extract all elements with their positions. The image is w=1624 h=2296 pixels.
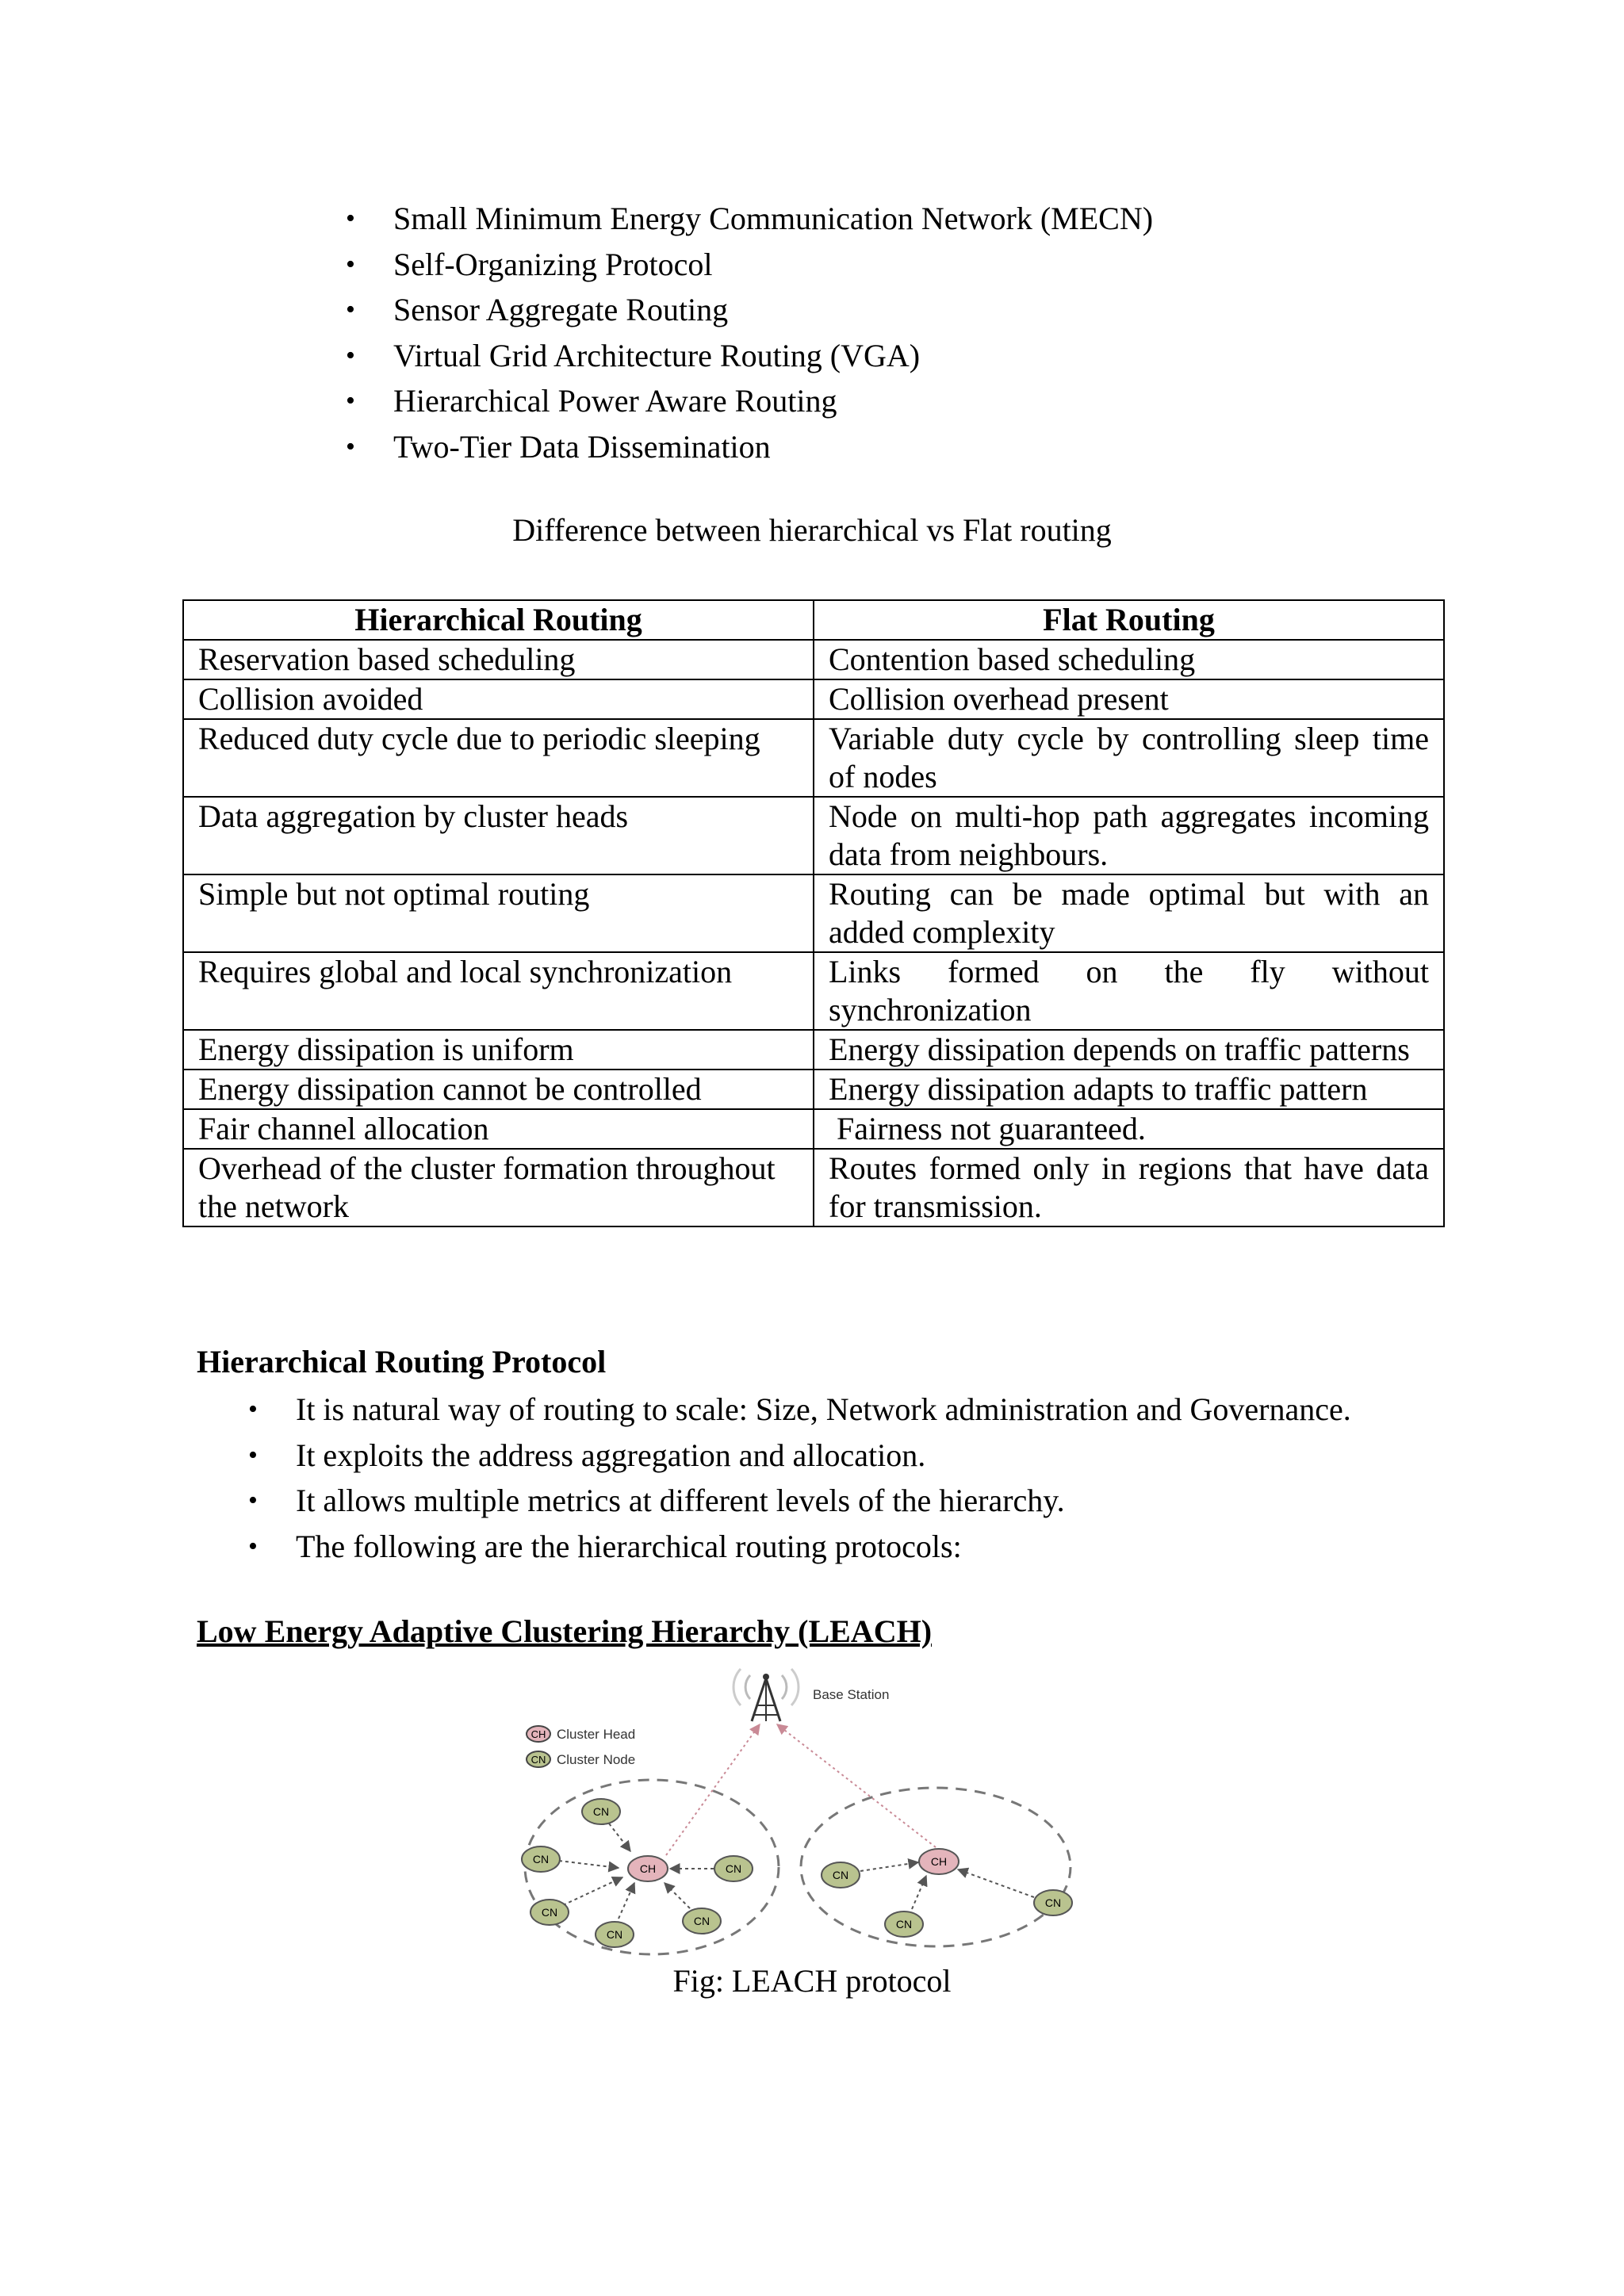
table-cell: Overhead of the cluster formation throughout the network [183, 1149, 814, 1226]
table-header-row [183, 600, 1444, 640]
table-row [183, 679, 1444, 719]
table-cell: Routing can be made optimal but with an added complexity [814, 874, 1444, 952]
hierarchical-routing-bullets [296, 1387, 1351, 1569]
comparison-table [182, 599, 1445, 1227]
list-item: • Virtual Grid Architecture Routing (VGA) [393, 333, 1153, 379]
cluster-head-node [919, 1849, 959, 1874]
node-label: CN [693, 1915, 710, 1927]
node-label: CN [1044, 1896, 1062, 1909]
cluster-node [582, 1799, 620, 1824]
table-row [183, 874, 1444, 952]
list-item: • Hierarchical Power Aware Routing [393, 378, 1153, 424]
cluster-node [596, 1922, 634, 1947]
list-item: • The following are the hierarchical routing protocols: [296, 1524, 1351, 1570]
list-item: • It exploits the address aggregation and allocation. [296, 1433, 1351, 1479]
routing-protocol-list [393, 196, 1153, 469]
table-row [183, 1070, 1444, 1109]
table-cell: Links formed on the fly without synchronization [814, 952, 1444, 1030]
table-caption: Difference between hierarchical vs Flat routing [512, 512, 1112, 548]
table-row [183, 797, 1444, 874]
node-label: CH [639, 1862, 657, 1875]
table-row [183, 1109, 1444, 1149]
table-cell: Fairness not guaranteed. [814, 1109, 1444, 1149]
cluster-node [530, 1900, 569, 1925]
table-row [183, 640, 1444, 679]
section-title-leach: Low Energy Adaptive Clustering Hierarchy (LEACH) [197, 1613, 933, 1649]
base-station-label: Base Station [813, 1687, 890, 1702]
node-label: CN [725, 1862, 742, 1875]
table-cell: Energy dissipation is uniform [183, 1030, 814, 1070]
list-item: • It is natural way of routing to scale: Size, Network administration and Governance. [296, 1387, 1351, 1433]
link-ch-to-base [777, 1724, 936, 1847]
table-cell: Requires global and local synchronization [183, 952, 814, 1030]
node-label: CN [541, 1906, 558, 1919]
table-cell: Collision overhead present [814, 679, 1444, 719]
table-cell: Data aggregation by cluster heads [183, 797, 814, 874]
legend-ch-label: Cluster Head [557, 1727, 636, 1742]
table-cell: Fair channel allocation [183, 1109, 814, 1149]
diagram-legend [527, 1726, 635, 1767]
table-cell: Node on multi-hop path aggregates incoming data from neighbours. [814, 797, 1444, 874]
table-cell: Reduced duty cycle due to periodic sleeping [183, 719, 814, 797]
cluster-node [522, 1846, 560, 1872]
list-item: • Small Minimum Energy Communication Network (MECN) [393, 196, 1153, 242]
table-cell: Reservation based scheduling [183, 640, 814, 679]
column-header-flat: Flat Routing [814, 600, 1444, 640]
table-cell: Energy dissipation depends on traffic patterns [814, 1030, 1444, 1070]
link-ch-to-base [666, 1724, 760, 1855]
cluster-node [714, 1856, 753, 1881]
cluster-node [822, 1862, 860, 1888]
list-item: • It allows multiple metrics at different levels of the hierarchy. [296, 1478, 1351, 1524]
table-row [183, 1149, 1444, 1226]
table-cell: Collision avoided [183, 679, 814, 719]
legend-cn-code: CN [530, 1754, 546, 1766]
table-row [183, 719, 1444, 797]
list-item: • Sensor Aggregate Routing [393, 287, 1153, 333]
table-row [183, 1030, 1444, 1070]
node-label: CN [592, 1805, 610, 1818]
table-cell: Simple but not optimal routing [183, 874, 814, 952]
table-cell: Energy dissipation adapts to traffic pattern [814, 1070, 1444, 1109]
legend-cn-label: Cluster Node [557, 1752, 636, 1767]
table-cell: Variable duty cycle by controlling sleep time of nodes [814, 719, 1444, 797]
table-cell: Contention based scheduling [814, 640, 1444, 679]
column-header-hierarchical: Hierarchical Routing [183, 600, 814, 640]
base-station-icon [733, 1669, 799, 1721]
node-label: CN [895, 1918, 913, 1931]
table-cell: Energy dissipation cannot be controlled [183, 1070, 814, 1109]
list-item: • Two-Tier Data Dissemination [393, 424, 1153, 470]
cluster-head-node [628, 1856, 668, 1881]
leach-diagram [508, 1653, 1110, 1970]
node-label: CH [930, 1855, 948, 1868]
node-label: CN [606, 1928, 623, 1941]
figure-caption: Fig: LEACH protocol [672, 1963, 952, 1999]
cluster-node [1034, 1890, 1072, 1915]
list-item: • Self-Organizing Protocol [393, 242, 1153, 288]
node-label: CN [832, 1869, 849, 1881]
legend-ch-code: CH [530, 1728, 546, 1740]
cluster-node [683, 1908, 721, 1934]
cluster-node [885, 1911, 923, 1937]
node-label: CN [532, 1853, 550, 1866]
section-title-hierarchical-routing: Hierarchical Routing Protocol [197, 1344, 607, 1380]
table-row [183, 952, 1444, 1030]
table-cell: Routes formed only in regions that have data for transmission. [814, 1149, 1444, 1226]
